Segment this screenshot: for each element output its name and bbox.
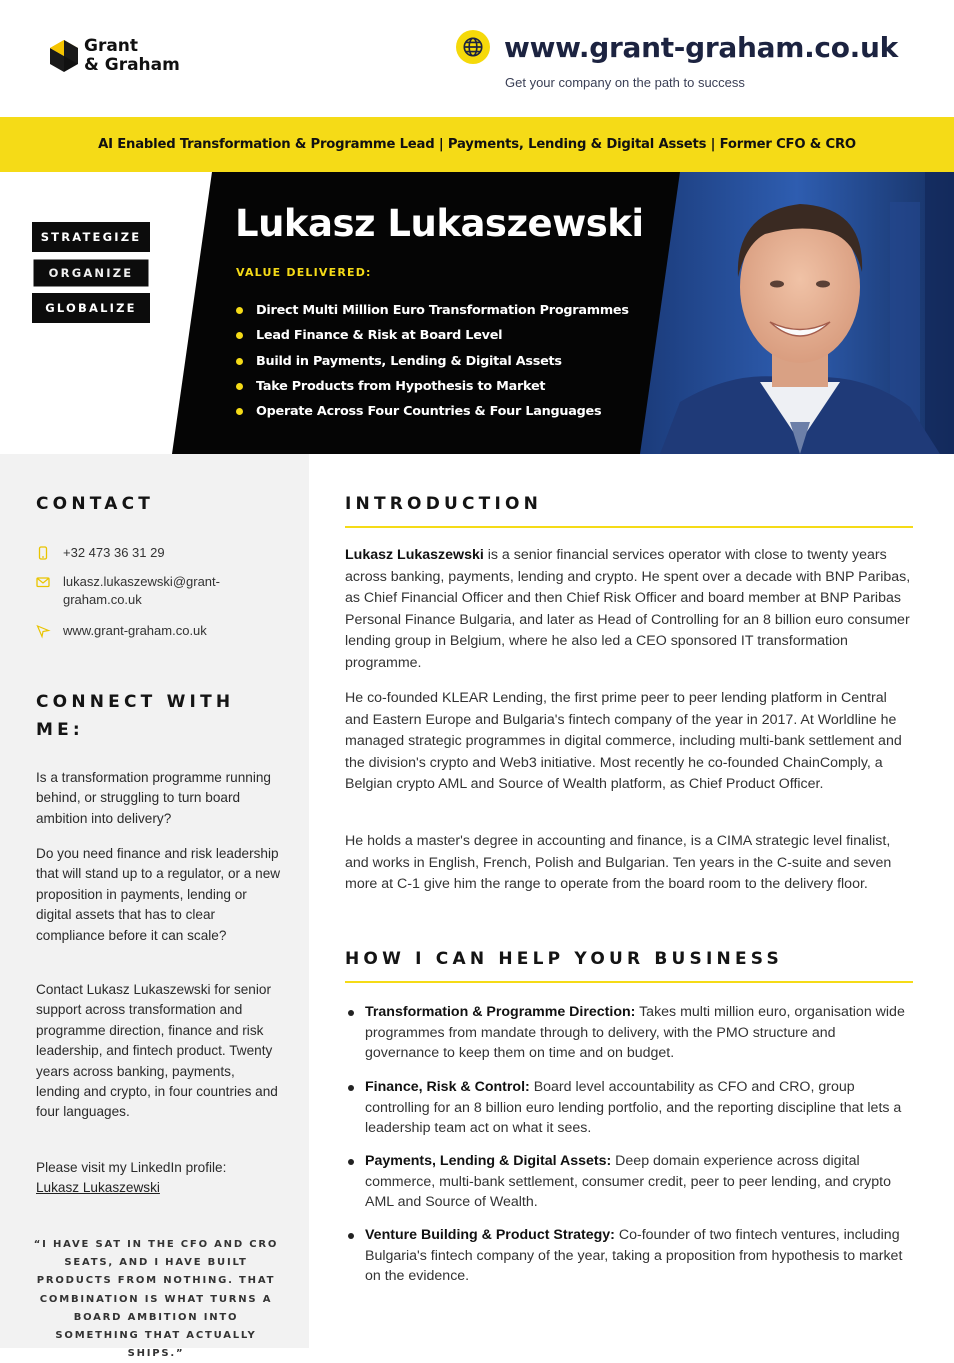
email-line1[interactable]: lukasz.lukaszewski@grant- <box>63 574 220 589</box>
section-divider <box>345 526 913 528</box>
pill-strategize: STRATEGIZE <box>32 222 150 252</box>
bullet-dot-icon <box>348 1085 354 1091</box>
hero-section <box>0 172 954 454</box>
intro-para-2: He co-founded KLEAR Lending, the first prime peer to peer lending platform in Central and Eastern Europe and Bulgaria's fintech company of the year in 2017. At Worldline he managed strategic programmes in digital commerce, including multi-bank settlement and the division's crypto and Web3 initiative. Most recently he co-founded ChainComply, a Belgian crypto AML and Source of Wealth platform, as Chief Product Officer. <box>345 690 902 792</box>
email-line2[interactable]: graham.co.uk <box>63 592 142 607</box>
value-bullet: Operate Across Four Countries & Four Languages <box>236 399 629 424</box>
value-bullet: Build in Payments, Lending & Digital Assets <box>236 349 629 374</box>
linkedin-prompt: Please visit my LinkedIn profile: Lukasz Lukaszewski <box>36 1160 227 1196</box>
logo-line1: Grant <box>84 36 139 56</box>
value-bullet: Take Products from Hypothesis to Market <box>236 374 629 399</box>
headline-strip <box>0 117 954 172</box>
pull-quote: “I HAVE SAT IN THE CFO AND CRO SEATS, AND I HAVE BUILT PRODUCTS FROM NOTHING. THAT COMBINATION IS WHAT TURNS A BOARD AMBITION INTO SOMETHING THAT ACTUALLY SHIPS.” <box>33 1239 279 1360</box>
intro-para-3: He holds a master's degree in accounting and finance, is a CIMA strategic level finalist, and works in English, French, Polish and Bulgarian. Ten years in the C-suite and seven more at C-1 give him the range to operate from the board room to the delivery floor. <box>345 833 892 892</box>
globe-icon <box>456 30 490 64</box>
website-url[interactable]: www.grant-graham.co.uk <box>504 30 898 64</box>
help-item: Venture Building & Product Strategy: Co-founder of two fintech ventures, including Bulgaria's fintech company of the year, taking a proposition from hypothesis to market on the evidence. <box>345 1225 913 1287</box>
send-icon <box>36 624 50 638</box>
bullet-dot-icon <box>236 358 243 365</box>
portrait-photo <box>640 172 954 454</box>
value-delivered-title: VALUE DELIVERED: <box>236 266 372 279</box>
connect-para-3: Contact Lukasz Lukaszewski for senior support across transformation and programme direction, finance and risk leadership, and fintech product. Twenty years across banking, payments, lending and crypto, in four countries and four languages. <box>36 982 278 1120</box>
phone-number[interactable]: +32 473 36 31 29 <box>63 545 165 560</box>
bullet-dot-icon <box>236 307 243 314</box>
linkedin-link[interactable]: Lukasz Lukaszewski <box>36 1180 160 1196</box>
help-item: Finance, Risk & Control: Board level accountability as CFO and CRO, group controlling for an 8 billion euro lending portfolio, and the reporting discipline that lets a leadership team act on what it sees. <box>345 1077 913 1139</box>
introduction-title: INTRODUCTION <box>345 494 543 514</box>
website-link[interactable]: www.grant-graham.co.uk <box>63 623 207 638</box>
section-divider <box>345 981 913 983</box>
logo-line2: & Graham <box>84 55 180 75</box>
contact-title: CONTACT <box>36 494 155 514</box>
pill-globalize: GLOBALIZE <box>32 293 150 323</box>
help-item: Transformation & Programme Direction: Takes multi million euro, organisation wide programmes from mandate through to delivery, with the PMO structure and governance to keep them on time and on budget. <box>345 1002 913 1064</box>
bullet-dot-icon <box>348 1159 354 1165</box>
bullet-dot-icon <box>348 1010 354 1016</box>
bullet-dot-icon <box>236 383 243 390</box>
value-bullets <box>236 298 629 424</box>
connect-title: CONNECT WITH ME: <box>36 692 235 740</box>
bullet-dot-icon <box>236 332 243 339</box>
candidate-name: Lukasz Lukaszewski <box>235 202 644 245</box>
connect-para-2: Do you need finance and risk leadership that will stand up to a regulator, or a new proposition in payments, lending or digital assets that has to clear compliance before it can scale? <box>36 846 281 943</box>
pill-organize: ORGANIZE <box>32 258 150 288</box>
tagline: Get your company on the path to success <box>505 75 745 90</box>
logo-text <box>84 37 180 75</box>
header <box>0 0 954 117</box>
bullet-dot-icon <box>236 408 243 415</box>
mail-icon <box>36 575 50 589</box>
value-bullet: Lead Finance & Risk at Board Level <box>236 323 629 348</box>
intro-para-1: Lukasz Lukaszewski is a senior financial services operator with close to twenty years across banking, payments, lending and crypto. He spent over a decade with BNP Paribas, as Chief Financial Officer and then Chief Risk Officer and board member at BNP Paribas Personal Finance Bulgaria, and later as Head of Controlling for an 8 billion euro consumer lending group in Belgium, where he also led a CEO sponsored IT transformation programme. <box>345 547 911 671</box>
connect-para-1: Is a transformation programme running behind, or struggling to turn board ambition into delivery? <box>36 770 271 826</box>
sidebar <box>0 454 309 1360</box>
help-item: Payments, Lending & Digital Assets: Deep domain experience across digital commerce, multi-bank settlement, consumer credit, peer to peer lending, and crypto AML and Source of Wealth. <box>345 1151 913 1213</box>
header-website[interactable] <box>456 30 898 64</box>
contact-website[interactable] <box>36 622 207 640</box>
bullet-dot-icon <box>348 1233 354 1239</box>
phone-icon <box>36 546 50 560</box>
value-bullet: Direct Multi Million Euro Transformation Programmes <box>236 298 629 323</box>
contact-phone[interactable] <box>36 544 165 562</box>
help-title: HOW I CAN HELP YOUR BUSINESS <box>345 949 783 969</box>
contact-email[interactable] <box>36 573 220 609</box>
logo-cube-icon <box>48 38 80 74</box>
headline-text: AI Enabled Transformation & Programme Lead | Payments, Lending & Digital Assets | Former CFO & CRO <box>98 137 856 152</box>
company-logo[interactable] <box>48 37 180 75</box>
